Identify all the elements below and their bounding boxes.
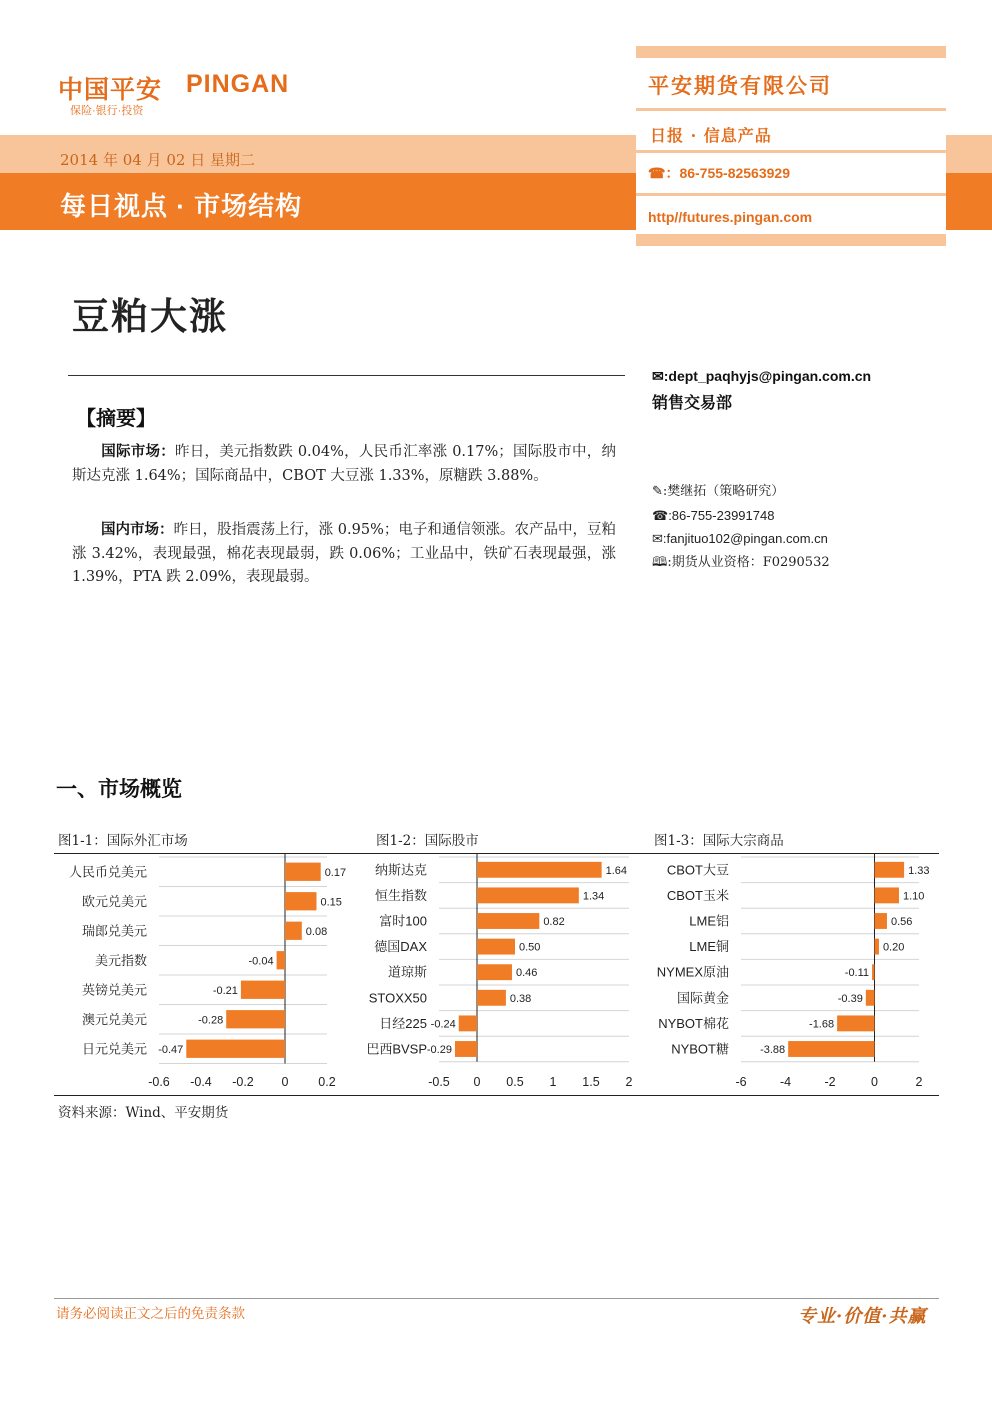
x-tick-label: -0.4 [190, 1075, 212, 1089]
report-type: 日报 · 信息产品 [650, 126, 772, 145]
logo-tagline: 保险·银行·投资 [70, 105, 144, 117]
data-source: 资料来源：Wind、平安期货 [58, 1105, 229, 1121]
data-label: 1.64 [605, 864, 628, 877]
bar [788, 1041, 874, 1057]
bar [455, 1041, 477, 1057]
section-heading: 一、市场概览 [56, 776, 182, 801]
footer-rule [54, 1298, 939, 1299]
bar [875, 913, 887, 929]
paragraph-lead: 国内市场： [101, 521, 174, 538]
info-box-divider [636, 108, 946, 111]
header-band-light-right [946, 135, 992, 173]
category-label: 人民币兑美元 [68, 865, 147, 881]
report-series: 每日视点 · 市场结构 [60, 191, 303, 221]
data-label: -0.21 [212, 984, 238, 997]
category-label: CBOT大豆 [666, 862, 729, 878]
bar [226, 1010, 285, 1028]
header-band-dark-right [946, 173, 992, 230]
category-label: 日元兑美元 [81, 1042, 147, 1058]
paragraph-lead: 国际市场： [101, 443, 175, 460]
x-tick-label: -0.5 [428, 1075, 450, 1089]
abstract-paragraph [72, 440, 616, 488]
x-tick-label: 0.2 [318, 1075, 336, 1089]
category-label: NYBOT糖 [671, 1041, 729, 1057]
x-tick-label: 0 [473, 1075, 481, 1089]
x-tick-label: -4 [779, 1075, 792, 1089]
category-label: 美元指数 [94, 953, 147, 969]
bar [875, 887, 899, 903]
data-label: 0.08 [305, 925, 328, 938]
title-divider [68, 375, 625, 376]
category-label: 瑞郎兑美元 [81, 924, 147, 940]
data-label: 0.46 [515, 967, 538, 980]
data-label: -3.88 [760, 1044, 786, 1056]
bar [477, 990, 506, 1006]
bar [477, 887, 579, 903]
data-label: 1.10 [902, 890, 925, 903]
data-label: 1.34 [582, 890, 605, 903]
info-box-top-bar [636, 46, 946, 58]
info-box-divider [636, 150, 946, 153]
data-label: -0.24 [430, 1018, 456, 1031]
logo-en: PINGAN [186, 70, 290, 98]
x-tick-label: 1.5 [582, 1075, 600, 1089]
figure-rule-bottom [54, 1095, 939, 1096]
data-label: -0.47 [158, 1043, 184, 1056]
analyst-name: ✎:樊继拓（策略研究） [652, 484, 785, 499]
dept-email[interactable]: ✉:dept_paqhyjs@pingan.com.cn [652, 368, 872, 384]
data-label: 1.33 [908, 864, 930, 877]
category-label: 德国DAX [374, 939, 427, 955]
category-label: LME铝 [689, 913, 729, 929]
category-label: LME铜 [689, 939, 729, 955]
figure-caption: 图1-1：国际外汇市场 [58, 833, 188, 849]
data-label: -0.29 [426, 1044, 452, 1056]
disclaimer[interactable]: 请务必阅读正文之后的免责条款 [56, 1306, 245, 1322]
abstract-heading: 【摘要】 [76, 406, 156, 430]
x-tick-label: -0.6 [148, 1075, 170, 1089]
data-label: -0.04 [248, 955, 274, 968]
category-label: CBOT玉米 [666, 887, 729, 903]
bar [866, 990, 875, 1006]
report-title: 豆粕大涨 [72, 294, 228, 338]
data-label: -1.68 [809, 1018, 835, 1031]
data-label: -0.11 [844, 967, 870, 980]
category-label: 恒生指数 [374, 887, 427, 903]
data-label: 0.82 [543, 916, 565, 928]
data-label: 0.15 [320, 896, 342, 909]
category-label: NYBOT棉花 [658, 1015, 729, 1031]
bar [477, 964, 512, 980]
figure-caption: 图1-2：国际股市 [376, 833, 479, 849]
figure-caption: 图1-3：国际大宗商品 [654, 833, 784, 849]
category-label: 道琼斯 [387, 964, 427, 980]
category-label: 英镑兑美元 [81, 983, 147, 999]
data-label: -0.39 [837, 992, 863, 1005]
company-phone: ☎：86-755-82563929 [648, 165, 790, 181]
bar [875, 939, 879, 955]
bar [477, 913, 539, 929]
dept-name: 销售交易部 [652, 395, 733, 412]
info-box-bottom-bar [636, 234, 946, 246]
data-label: 0.56 [890, 916, 913, 928]
x-tick-label: 0 [281, 1075, 289, 1089]
analyst-info [652, 480, 830, 574]
analyst-email[interactable]: ✉:fanjituo102@pingan.com.cn [652, 531, 828, 546]
category-label: 欧元兑美元 [81, 894, 147, 910]
report-date: 2014 年 04 月 02 日 星期二 [60, 151, 255, 169]
category-label: 纳斯达克 [374, 862, 427, 878]
category-label: 国际黄金 [676, 990, 729, 1006]
data-label: 0.17 [324, 866, 347, 879]
bar [285, 863, 321, 881]
category-label: NYMEX原油 [656, 964, 729, 980]
category-label: STOXX50 [368, 990, 427, 1006]
company-url[interactable]: http//futures.pingan.com [648, 209, 813, 225]
analyst-phone: ☎:86-755-23991748 [652, 507, 775, 523]
figure-rule-top [54, 853, 939, 854]
category-label: 澳元兑美元 [81, 1012, 147, 1028]
bar [837, 1015, 874, 1031]
x-tick-label: -0.2 [232, 1075, 254, 1089]
analyst-license: 🕮:期货从业资格：F0290532 [652, 554, 830, 570]
bar [285, 892, 317, 910]
x-tick-label: 0.5 [506, 1075, 524, 1089]
bar [285, 922, 302, 940]
x-tick-label: 1 [549, 1075, 557, 1089]
paragraph-text: 昨日，股指震荡上行，涨 0.95%；电子和通信领涨。农产品中，豆粕涨 3.42%，表现最强，棉花表现最弱，跌 0.06%；工业品中，铁矿石表现最强，涨 1.39%，PTA 跌 2.09%，表现最弱。 [72, 522, 617, 585]
x-tick-label: 2 [625, 1075, 633, 1089]
data-label: 0.20 [882, 941, 905, 954]
bar [277, 951, 285, 969]
x-tick-label: -6 [735, 1075, 747, 1089]
footer-motto: 专业·价值·共赢 [798, 1306, 927, 1327]
bar [477, 862, 602, 878]
company-name: 平安期货有限公司 [648, 73, 832, 98]
x-tick-label: -2 [824, 1075, 836, 1089]
bar [875, 862, 905, 878]
bar [241, 981, 285, 999]
paragraph-text: 昨日，美元指数跌 0.04%，人民币汇率涨 0.17%；国际股市中，纳斯达克涨 1.64%；国际商品中，CBOT 大豆涨 1.33%，原糖跌 3.88%。 [72, 444, 617, 484]
data-label: 0.38 [509, 992, 532, 1005]
x-tick-label: 0 [871, 1075, 878, 1089]
x-tick-label: 2 [915, 1075, 923, 1089]
logo-cn: 中国平安 [58, 76, 163, 104]
category-label: 巴西BVSP [366, 1041, 427, 1057]
bar [459, 1015, 477, 1031]
data-label: -0.28 [198, 1014, 224, 1027]
category-label: 富时100 [379, 913, 427, 929]
bar [872, 964, 874, 980]
data-label: 0.50 [519, 941, 541, 954]
abstract-paragraph [72, 518, 616, 590]
bar [186, 1040, 285, 1058]
bar [477, 939, 515, 955]
info-box-divider [636, 193, 946, 196]
category-label: 日经225 [379, 1015, 427, 1031]
